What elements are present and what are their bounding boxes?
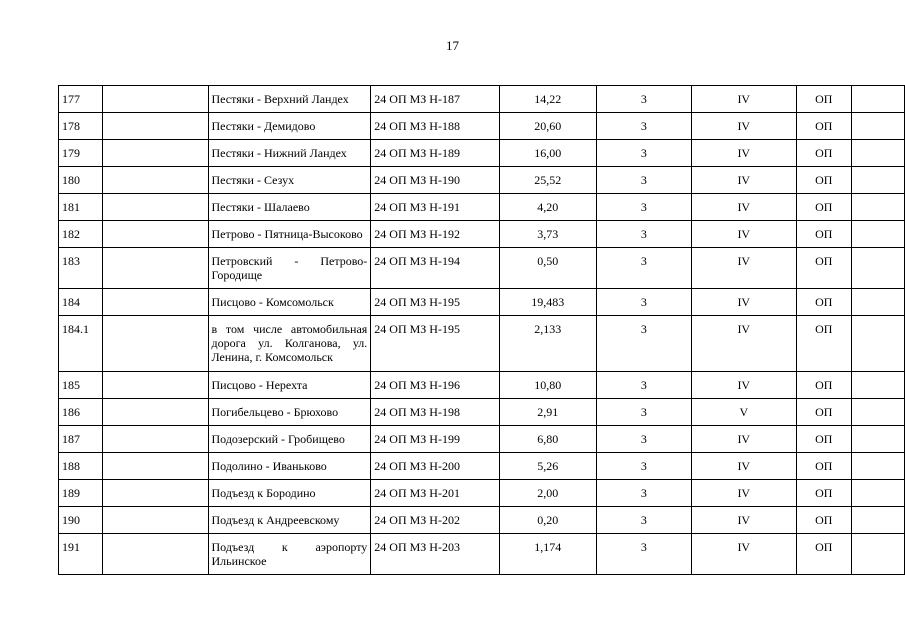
- significance-cell: ОП: [796, 167, 851, 194]
- significance-cell: ОП: [796, 194, 851, 221]
- category-cell: 3: [597, 372, 692, 399]
- road-class-cell: IV: [691, 480, 796, 507]
- row-number-cell: 181: [59, 194, 103, 221]
- row-number-cell: 177: [59, 86, 103, 113]
- empty-cell: [103, 480, 208, 507]
- road-class-cell: IV: [691, 86, 796, 113]
- road-name-cell: Петрово - Пятница-Высоково: [208, 221, 371, 248]
- category-cell: 3: [597, 167, 692, 194]
- empty-cell: [851, 507, 904, 534]
- road-code-cell: 24 ОП МЗ Н-189: [371, 140, 499, 167]
- road-code-cell: 24 ОП МЗ Н-199: [371, 426, 499, 453]
- length-cell: 2,133: [499, 316, 597, 372]
- page-number: 17: [446, 38, 459, 53]
- row-number-cell: 178: [59, 113, 103, 140]
- empty-cell: [103, 453, 208, 480]
- significance-cell: ОП: [796, 221, 851, 248]
- road-name-cell: Подъезд к Бородино: [208, 480, 371, 507]
- road-code-cell: 24 ОП МЗ Н-196: [371, 372, 499, 399]
- significance-cell: ОП: [796, 480, 851, 507]
- road-code-cell: 24 ОП МЗ Н-203: [371, 534, 499, 575]
- table-row: [59, 480, 905, 507]
- road-class-cell: IV: [691, 426, 796, 453]
- empty-cell: [103, 140, 208, 167]
- road-name-cell: Пестяки - Нижний Ландех: [208, 140, 371, 167]
- road-class-cell: IV: [691, 507, 796, 534]
- table-row: [59, 507, 905, 534]
- length-cell: 2,00: [499, 480, 597, 507]
- road-name-cell: Писцово - Комсомольск: [208, 289, 371, 316]
- empty-cell: [103, 248, 208, 289]
- empty-cell: [851, 534, 904, 575]
- road-class-cell: IV: [691, 372, 796, 399]
- road-name-cell: Петровский - Петрово-Городище: [208, 248, 371, 289]
- category-cell: 3: [597, 113, 692, 140]
- roads-table: [58, 85, 905, 575]
- empty-cell: [851, 194, 904, 221]
- road-name-cell: Подъезд к Андреевскому: [208, 507, 371, 534]
- row-number-cell: 182: [59, 221, 103, 248]
- significance-cell: ОП: [796, 534, 851, 575]
- empty-cell: [851, 453, 904, 480]
- table-row: [59, 221, 905, 248]
- table-row: [59, 113, 905, 140]
- table-row: [59, 86, 905, 113]
- empty-cell: [103, 194, 208, 221]
- empty-cell: [851, 113, 904, 140]
- road-class-cell: IV: [691, 534, 796, 575]
- row-number-cell: 180: [59, 167, 103, 194]
- significance-cell: ОП: [796, 248, 851, 289]
- category-cell: 3: [597, 399, 692, 426]
- significance-cell: ОП: [796, 453, 851, 480]
- row-number-cell: 186: [59, 399, 103, 426]
- road-code-cell: 24 ОП МЗ Н-198: [371, 399, 499, 426]
- length-cell: 10,80: [499, 372, 597, 399]
- row-number-cell: 191: [59, 534, 103, 575]
- significance-cell: ОП: [796, 507, 851, 534]
- significance-cell: ОП: [796, 426, 851, 453]
- category-cell: 3: [597, 140, 692, 167]
- empty-cell: [103, 316, 208, 372]
- length-cell: 20,60: [499, 113, 597, 140]
- row-number-cell: 183: [59, 248, 103, 289]
- row-number-cell: 179: [59, 140, 103, 167]
- road-code-cell: 24 ОП МЗ Н-194: [371, 248, 499, 289]
- table-row: [59, 316, 905, 372]
- empty-cell: [851, 140, 904, 167]
- row-number-cell: 185: [59, 372, 103, 399]
- road-name-cell: Подъезд к аэропорту Ильинское: [208, 534, 371, 575]
- row-number-cell: 184: [59, 289, 103, 316]
- road-name-cell: Пестяки - Сезух: [208, 167, 371, 194]
- empty-cell: [851, 480, 904, 507]
- road-class-cell: V: [691, 399, 796, 426]
- significance-cell: ОП: [796, 140, 851, 167]
- empty-cell: [851, 221, 904, 248]
- road-name-cell: Пестяки - Демидово: [208, 113, 371, 140]
- length-cell: 16,00: [499, 140, 597, 167]
- road-name-cell: Пестяки - Шалаево: [208, 194, 371, 221]
- category-cell: 3: [597, 221, 692, 248]
- empty-cell: [103, 86, 208, 113]
- empty-cell: [851, 289, 904, 316]
- road-class-cell: IV: [691, 316, 796, 372]
- significance-cell: ОП: [796, 86, 851, 113]
- length-cell: 25,52: [499, 167, 597, 194]
- empty-cell: [103, 399, 208, 426]
- road-code-cell: 24 ОП МЗ Н-188: [371, 113, 499, 140]
- table-row: [59, 248, 905, 289]
- road-code-cell: 24 ОП МЗ Н-191: [371, 194, 499, 221]
- category-cell: 3: [597, 289, 692, 316]
- table-row: [59, 453, 905, 480]
- road-name-cell: Погибельцево - Брюхово: [208, 399, 371, 426]
- category-cell: 3: [597, 194, 692, 221]
- row-number-cell: 190: [59, 507, 103, 534]
- road-class-cell: IV: [691, 113, 796, 140]
- road-name-cell: в том числе автомобильная дорога ул. Колганова, ул. Ленина, г. Комсомольск: [208, 316, 371, 372]
- significance-cell: ОП: [796, 289, 851, 316]
- road-code-cell: 24 ОП МЗ Н-201: [371, 480, 499, 507]
- table-row: [59, 289, 905, 316]
- significance-cell: ОП: [796, 372, 851, 399]
- roads-table-body: [59, 86, 905, 575]
- category-cell: 3: [597, 507, 692, 534]
- empty-cell: [103, 289, 208, 316]
- significance-cell: ОП: [796, 316, 851, 372]
- road-class-cell: IV: [691, 248, 796, 289]
- row-number-cell: 187: [59, 426, 103, 453]
- road-name-cell: Писцово - Нерехта: [208, 372, 371, 399]
- empty-cell: [103, 426, 208, 453]
- empty-cell: [851, 248, 904, 289]
- road-name-cell: Подозерский - Гробищево: [208, 426, 371, 453]
- category-cell: 3: [597, 248, 692, 289]
- length-cell: 1,174: [499, 534, 597, 575]
- road-code-cell: 24 ОП МЗ Н-195: [371, 316, 499, 372]
- road-code-cell: 24 ОП МЗ Н-192: [371, 221, 499, 248]
- category-cell: 3: [597, 480, 692, 507]
- category-cell: 3: [597, 426, 692, 453]
- length-cell: 6,80: [499, 426, 597, 453]
- road-code-cell: 24 ОП МЗ Н-200: [371, 453, 499, 480]
- empty-cell: [103, 507, 208, 534]
- row-number-cell: 184.1: [59, 316, 103, 372]
- empty-cell: [851, 86, 904, 113]
- road-name-cell: Пестяки - Верхний Ландех: [208, 86, 371, 113]
- empty-cell: [851, 167, 904, 194]
- empty-cell: [103, 221, 208, 248]
- table-row: [59, 194, 905, 221]
- road-class-cell: IV: [691, 140, 796, 167]
- empty-cell: [103, 167, 208, 194]
- road-class-cell: IV: [691, 453, 796, 480]
- table-row: [59, 534, 905, 575]
- significance-cell: ОП: [796, 399, 851, 426]
- length-cell: 4,20: [499, 194, 597, 221]
- length-cell: 2,91: [499, 399, 597, 426]
- road-code-cell: 24 ОП МЗ Н-202: [371, 507, 499, 534]
- category-cell: 3: [597, 534, 692, 575]
- road-class-cell: IV: [691, 194, 796, 221]
- length-cell: 5,26: [499, 453, 597, 480]
- empty-cell: [103, 113, 208, 140]
- length-cell: 14,22: [499, 86, 597, 113]
- table-row: [59, 167, 905, 194]
- category-cell: 3: [597, 86, 692, 113]
- road-name-cell: Подолино - Иваньково: [208, 453, 371, 480]
- length-cell: 0,20: [499, 507, 597, 534]
- length-cell: 19,483: [499, 289, 597, 316]
- road-code-cell: 24 ОП МЗ Н-187: [371, 86, 499, 113]
- significance-cell: ОП: [796, 113, 851, 140]
- row-number-cell: 189: [59, 480, 103, 507]
- table-row: [59, 399, 905, 426]
- empty-cell: [851, 399, 904, 426]
- empty-cell: [103, 534, 208, 575]
- table-row: [59, 426, 905, 453]
- row-number-cell: 188: [59, 453, 103, 480]
- road-class-cell: IV: [691, 289, 796, 316]
- length-cell: 3,73: [499, 221, 597, 248]
- category-cell: 3: [597, 316, 692, 372]
- category-cell: 3: [597, 453, 692, 480]
- road-class-cell: IV: [691, 167, 796, 194]
- table-row: [59, 372, 905, 399]
- empty-cell: [851, 372, 904, 399]
- road-code-cell: 24 ОП МЗ Н-195: [371, 289, 499, 316]
- empty-cell: [851, 316, 904, 372]
- table-row: [59, 140, 905, 167]
- road-class-cell: IV: [691, 221, 796, 248]
- length-cell: 0,50: [499, 248, 597, 289]
- empty-cell: [851, 426, 904, 453]
- empty-cell: [103, 372, 208, 399]
- road-code-cell: 24 ОП МЗ Н-190: [371, 167, 499, 194]
